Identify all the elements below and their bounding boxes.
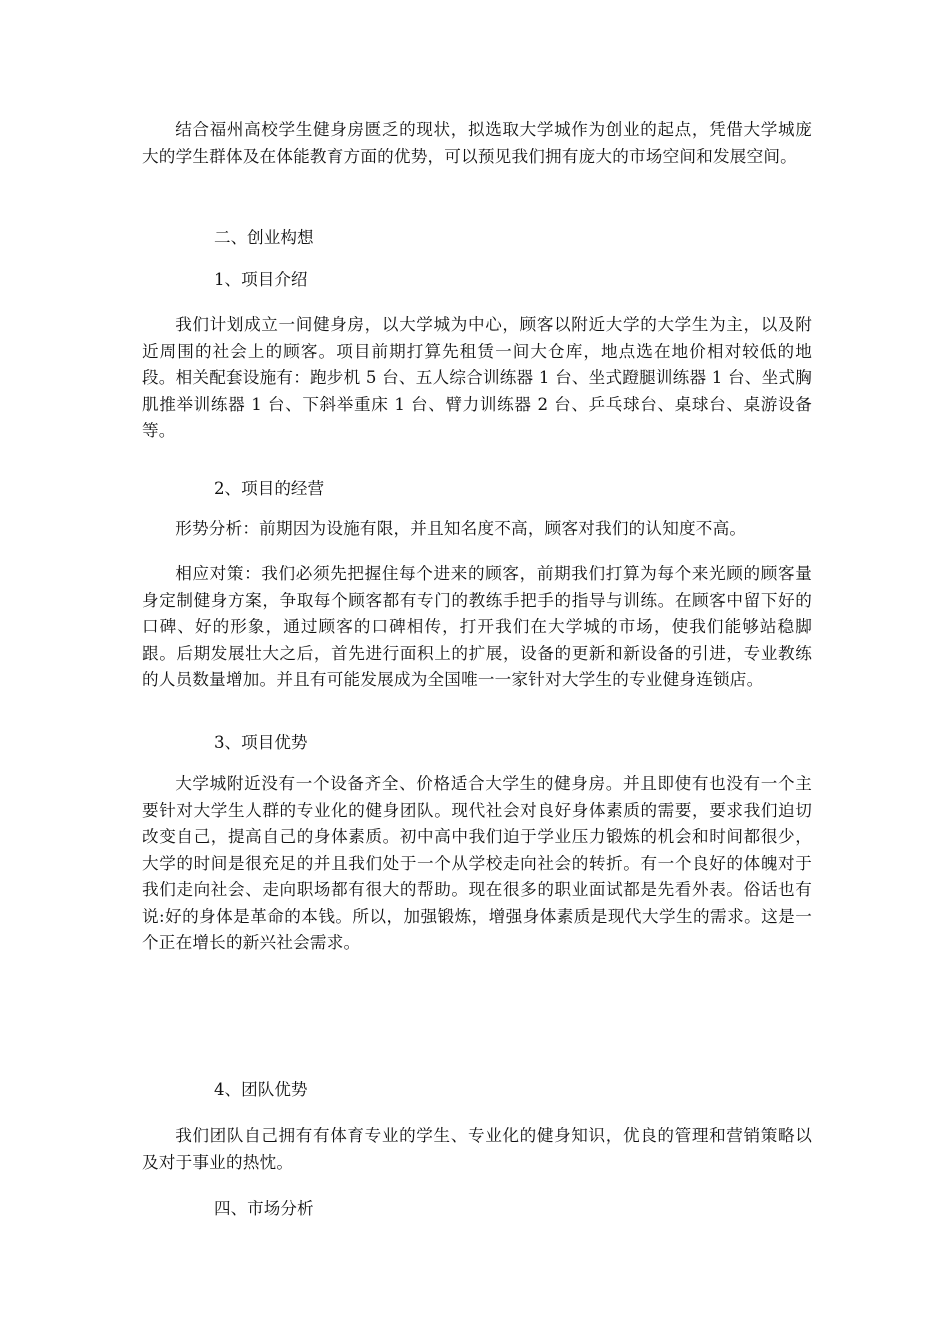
subheading-team-advantages: 4、团队优势 — [214, 1080, 308, 1099]
subheading-project-intro: 1、项目介绍 — [214, 270, 308, 289]
subheading-project-operation: 2、项目的经营 — [214, 479, 325, 498]
team-advantages-paragraph: 我们团队自己拥有有体育专业的学生、专业化的健身知识，优良的管理和营销策略以及对于事业的热忱。 — [142, 1126, 812, 1172]
subheading-project-advantages: 3、项目优势 — [214, 733, 308, 752]
intro-paragraph: 结合福州高校学生健身房匮乏的现状，拟选取大学城作为创业的起点，凭借大学城庞大的学生群体及在体能教育方面的优势，可以预见我们拥有庞大的市场空间和发展空间。 — [142, 120, 812, 166]
project-intro-paragraph: 我们计划成立一间健身房，以大学城为中心，顾客以附近大学的大学生为主，以及附近周围的社会上的顾客。项目前期打算先租赁一间大仓库，地点选在地价相对较低的地段。相关配套设施有：跑步机 5 台、五人综合训练器 1 台、坐式蹬腿训练器 1 台、坐式胸肌推举训练器 1 台、下斜举重床 1 台、臂力训练器 2 台、乒乓球台、桌球台、桌游设备等。 — [142, 315, 812, 440]
project-advantages-paragraph: 大学城附近没有一个设备齐全、价格适合大学生的健身房。并且即使有也没有一个主要针对大学生人群的专业化的健身团队。现代社会对良好身体素质的需要，要求我们迫切改变自己，提高自己的身体素质。初中高中我们迫于学业压力锻炼的机会和时间都很少，大学的时间是很充足的并且我们处于一个从学校走向社会的转折。有一个良好的体魄对于我们走向社会、走向职场都有很大的帮助。现在很多的职业面试都是先看外表。俗话也有说:好的身体是革命的本钱。所以，加强锻炼，增强身体素质是现代大学生的需求。这是一个正在增长的新兴社会需求。 — [142, 774, 812, 952]
section-heading-startup-concept: 二、创业构想 — [214, 228, 314, 247]
section-heading-market-analysis: 四、市场分析 — [214, 1199, 314, 1218]
countermeasure-paragraph: 相应对策：我们必须先把握住每个进来的顾客，前期我们打算为每个来光顾的顾客量身定制健身方案，争取每个顾客都有专门的教练手把手的指导与训练。在顾客中留下好的口碑、好的形象，通过顾客的口碑相传，打开我们在大学城的市场，使我们能够站稳脚跟。后期发展壮大之后，首先进行面积上的扩展，设备的更新和新设备的引进，专业教练的人员数量增加。并且有可能发展成为全国唯一一家针对大学生的专业健身连锁店。 — [142, 564, 812, 689]
situation-analysis-paragraph: 形势分析：前期因为设施有限，并且知名度不高，顾客对我们的认知度不高。 — [175, 519, 747, 538]
